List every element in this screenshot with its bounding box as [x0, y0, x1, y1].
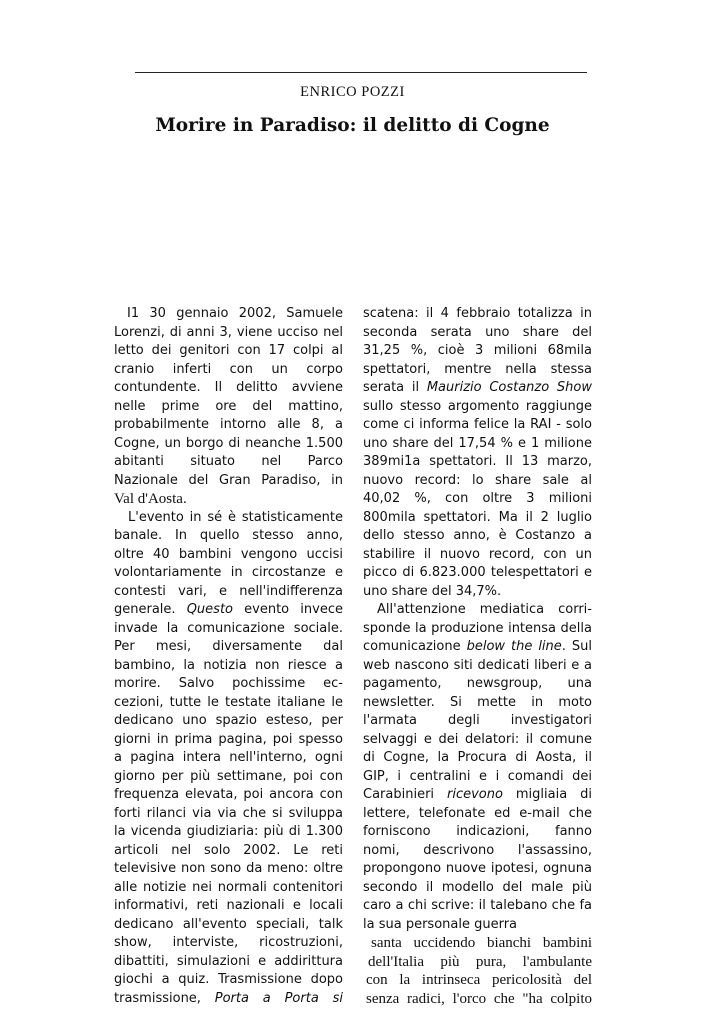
text-line: stabilire il nuovo record, con un	[363, 546, 592, 562]
text-line: L'evento in sé è statisticamente	[128, 509, 343, 525]
text-line: letto dei genitori con 17 colpi al	[114, 343, 343, 358]
text-line: contundente. Il delitto avviene	[114, 380, 343, 395]
text-line: senza radici, l'orco che "ha colpito	[366, 990, 592, 1007]
text-line: frequenza elevata, poi ancora con	[114, 787, 343, 802]
text-line: dedicano all'evento speciali, talk	[114, 916, 343, 932]
text-line: sullo stesso argomento raggiunge	[363, 398, 592, 414]
text-line: All'attenzione mediatica corri-	[377, 602, 592, 617]
article-title: Morire in Paradiso: il delitto di Cogne	[155, 115, 550, 136]
text-line: comunicazione below the line. Sul	[363, 639, 592, 654]
text-line: show, interviste, ricostruzioni,	[114, 935, 343, 950]
text-line: cranio inferti con un corpo	[114, 361, 343, 377]
text-line: santa uccidendo bianchi bambini	[371, 935, 592, 951]
text-line: contesti vari, e nell'indifferenza	[114, 583, 343, 599]
emphasis-text: Maurizio Costanzo Show	[426, 380, 592, 395]
text-line: pagamento, newsgroup, una	[363, 676, 592, 691]
text-line: giorno per più settimane, poi con	[114, 768, 343, 784]
text-line: web nascono siti dedicati liberi e a	[363, 657, 592, 673]
text-line: sponde la produzione intensa della	[363, 620, 592, 636]
text-line: newsletter. Si mette in moto	[363, 694, 592, 710]
text-line: dello stesso anno, è Costanzo a	[363, 528, 592, 543]
text-line: 31,25 %, cioè 3 milioni 68mila	[363, 343, 592, 358]
text-line: bambino, la notizia non riesce a	[114, 657, 343, 673]
text-line: scatena: il 4 febbraio totalizza in	[363, 306, 592, 321]
text-line: la sua personale guerra	[363, 916, 518, 932]
text-line: forti rilanci via via che si sviluppa	[114, 805, 343, 821]
text-line: oltre 40 bambini vengono uccisi	[114, 546, 343, 562]
text-line: picco di 6.823.000 telespettatori e	[363, 565, 592, 580]
text-line: a pagina intera nell'interno, ogni	[114, 750, 343, 765]
text-line: caro a chi scrive: il talebano che fa	[363, 898, 592, 913]
text-line: uno share del 34,7%.	[363, 583, 502, 599]
text-line: informativi, reti nazionali e locali	[114, 898, 343, 913]
text-line: Carabinieri ricevono migliaia di	[363, 787, 592, 802]
text-line: giochi a quiz. Trasmissione dopo	[114, 972, 343, 987]
text-line: abitanti situato nel Parco	[114, 454, 343, 469]
text-line: con la intrinseca pericolosità del	[366, 972, 592, 988]
text-line: uno share del 17,54 % e 1 milione	[363, 435, 592, 451]
text-line: generale. Questo evento invece	[114, 602, 343, 617]
text-line: Nazionale del Gran Paradiso, in	[114, 472, 343, 488]
emphasis-text: Porta a Porta si	[214, 990, 343, 1006]
author-name: ENRICO POZZI	[300, 84, 405, 100]
text-line: propongono nuove ipotesi, ognuna	[363, 861, 592, 876]
text-line: serata il Maurizio Costanzo Show	[363, 380, 592, 395]
emphasis-text: below the line	[466, 639, 562, 654]
text-column-left	[114, 305, 343, 1008]
text-line: Val d'Aosta.	[114, 491, 187, 507]
text-line: 389mi1a spettatori. Il 13 marzo,	[363, 454, 592, 469]
text-line: GIP, i centralini e i comandi dei	[363, 768, 592, 784]
text-line: l'armata degli investigatori	[363, 713, 592, 728]
text-line: forniscono indicazioni, fanno	[363, 824, 592, 839]
text-line: I1 30 gennaio 2002, Samuele	[127, 306, 343, 321]
text-column-right	[363, 305, 592, 1008]
text-line: selvaggi e dei delatori: il comune	[363, 731, 592, 747]
text-line: Cogne, un borgo di neanche 1.500	[114, 435, 343, 451]
text-line: dedicano uno spazio esteso, per	[114, 713, 343, 728]
text-line: probabilmente intorno alle 8, a	[114, 417, 343, 432]
emphasis-text: Questo	[186, 602, 233, 617]
text-line: articoli nel solo 2002. Le reti	[114, 842, 343, 858]
text-line: Lorenzi, di anni 3, viene ucciso nel	[114, 324, 343, 340]
text-line: volontariamente in circostanze e	[114, 565, 343, 580]
text-line: di Cogne, la Procura di Aosta, il	[363, 750, 592, 765]
text-line: dell'Italia più pura, l'ambulante	[368, 953, 592, 970]
header-rule	[135, 72, 587, 73]
text-line: come ci informa felice la RAI - solo	[363, 417, 592, 432]
text-line: la vicenda giudiziaria: più di 1.300	[114, 824, 343, 839]
text-line: televisive non sono da meno: oltre	[114, 861, 343, 876]
text-line: 40,02 %, con oltre 3 milioni	[363, 491, 592, 506]
text-line: giorni in prima pagina, poi spesso	[114, 731, 343, 747]
text-line: lettere, telefonate ed e-mail che	[363, 805, 592, 821]
text-line: morire. Salvo pochissime ec-	[114, 676, 343, 691]
text-line: nomi, descrivono l'assassino,	[363, 842, 592, 858]
emphasis-text: ricevono	[446, 787, 503, 802]
text-line: dibattiti, simulazioni e addirittura	[114, 953, 343, 969]
text-line: banale. In quello stesso anno,	[114, 528, 343, 543]
text-line: nelle prime ore del mattino,	[114, 398, 343, 414]
text-line: secondo il modello del male più	[363, 879, 592, 895]
text-line: alle notizie nei normali contenitori	[114, 879, 343, 895]
text-line: seconda serata uno share del	[363, 324, 592, 340]
text-line: invade la comunicazione sociale.	[114, 620, 343, 636]
text-line: cezioni, tutte le testate italiane le	[114, 694, 343, 710]
text-line: Per mesi, diversamente dal	[114, 639, 343, 654]
text-line: trasmissione, Porta a Porta si	[114, 990, 343, 1006]
text-line: 800mila spettatori. Ma il 2 luglio	[363, 509, 592, 525]
text-line: nuovo record: lo share sale al	[363, 472, 592, 488]
text-line: spettatori, mentre nella stessa	[363, 361, 592, 377]
